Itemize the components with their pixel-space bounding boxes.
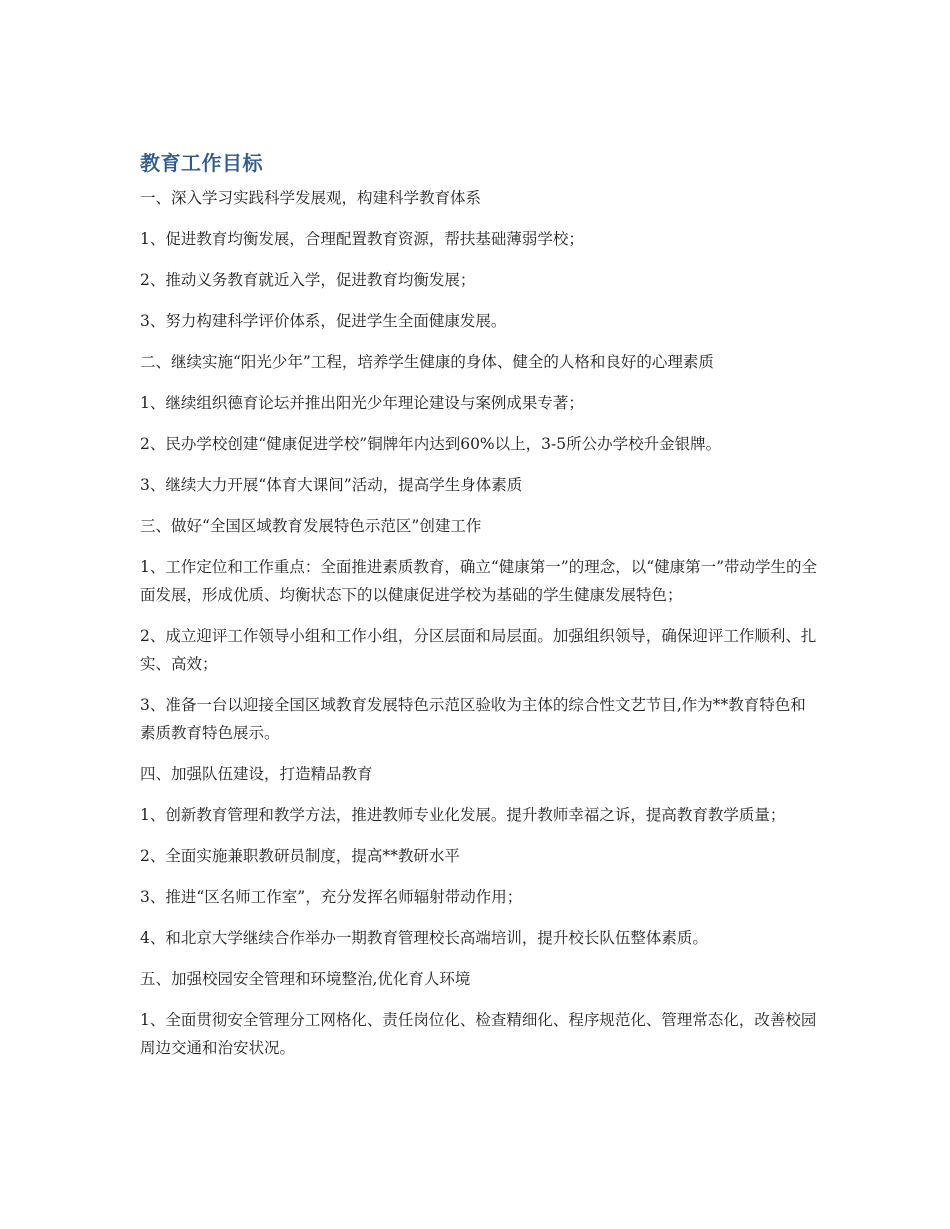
list-item: 3、推进“区名师工作室”，充分发挥名师辐射带动作用； — [140, 888, 523, 906]
list-item: 2、成立迎评工作领导小组和工作小组，分区层面和局层面。加强组织领导，确保迎评工作顺利、扎实、高效； — [140, 627, 817, 673]
list-item: 1、继续组织德育论坛并推出阳光少年理论建设与案例成果专著； — [140, 394, 584, 412]
section-heading-4: 四、加强队伍建设，打造精品教育 — [140, 765, 373, 783]
list-item: 3、努力构建科学评价体系，促进学生全面健康发展。 — [140, 312, 507, 330]
list-item: 3、继续大力开展“体育大课间”活动，提高学生身体素质 — [140, 476, 523, 494]
list-item: 1、促进教育均衡发展，合理配置教育资源，帮扶基础薄弱学校； — [140, 230, 584, 248]
list-item: 2、全面实施兼职教研员制度，提高**教研水平 — [140, 847, 460, 865]
page-title: 教育工作目标 — [140, 151, 263, 175]
document-body — [140, 148, 820, 1075]
list-item: 1、全面贯彻安全管理分工网格化、责任岗位化、检查精细化、程序规范化、管理常态化，改善校园周边交通和治安状况。 — [140, 1011, 817, 1057]
section-heading-2: 二、继续实施“阳光少年”工程，培养学生健康的身体、健全的人格和良好的心理素质 — [140, 353, 714, 371]
list-item: 1、创新教育管理和教学方法，推进教师专业化发展。提升教师幸福之诉，提高教育教学质量； — [140, 806, 786, 824]
list-item: 2、民办学校创建“健康促进学校”铜牌年内达到60%以上，3-5所公办学校升金银牌。 — [140, 435, 722, 453]
section-heading-5: 五、加强校园安全管理和环境整治,优化育人环境 — [140, 970, 471, 988]
list-item: 3、准备一台以迎接全国区域教育发展特色示范区验收为主体的综合性文艺节目,作为**教育特色和素质教育特色展示。 — [140, 696, 806, 742]
section-heading-1: 一、深入学习实践科学发展观，构建科学教育体系 — [140, 189, 482, 207]
list-item: 4、和北京大学继续合作举办一期教育管理校长高端培训，提升校长队伍整体素质。 — [140, 929, 708, 947]
list-item: 1、工作定位和工作重点：全面推进素质教育，确立“健康第一”的理念，以“健康第一”带动学生的全面发展，形成优质、均衡状态下的以健康促进学校为基础的学生健康发展特色； — [140, 558, 818, 604]
list-item: 2、推动义务教育就近入学，促进教育均衡发展； — [140, 271, 476, 289]
section-heading-3: 三、做好“全国区域教育发展特色示范区”创建工作 — [140, 517, 482, 535]
